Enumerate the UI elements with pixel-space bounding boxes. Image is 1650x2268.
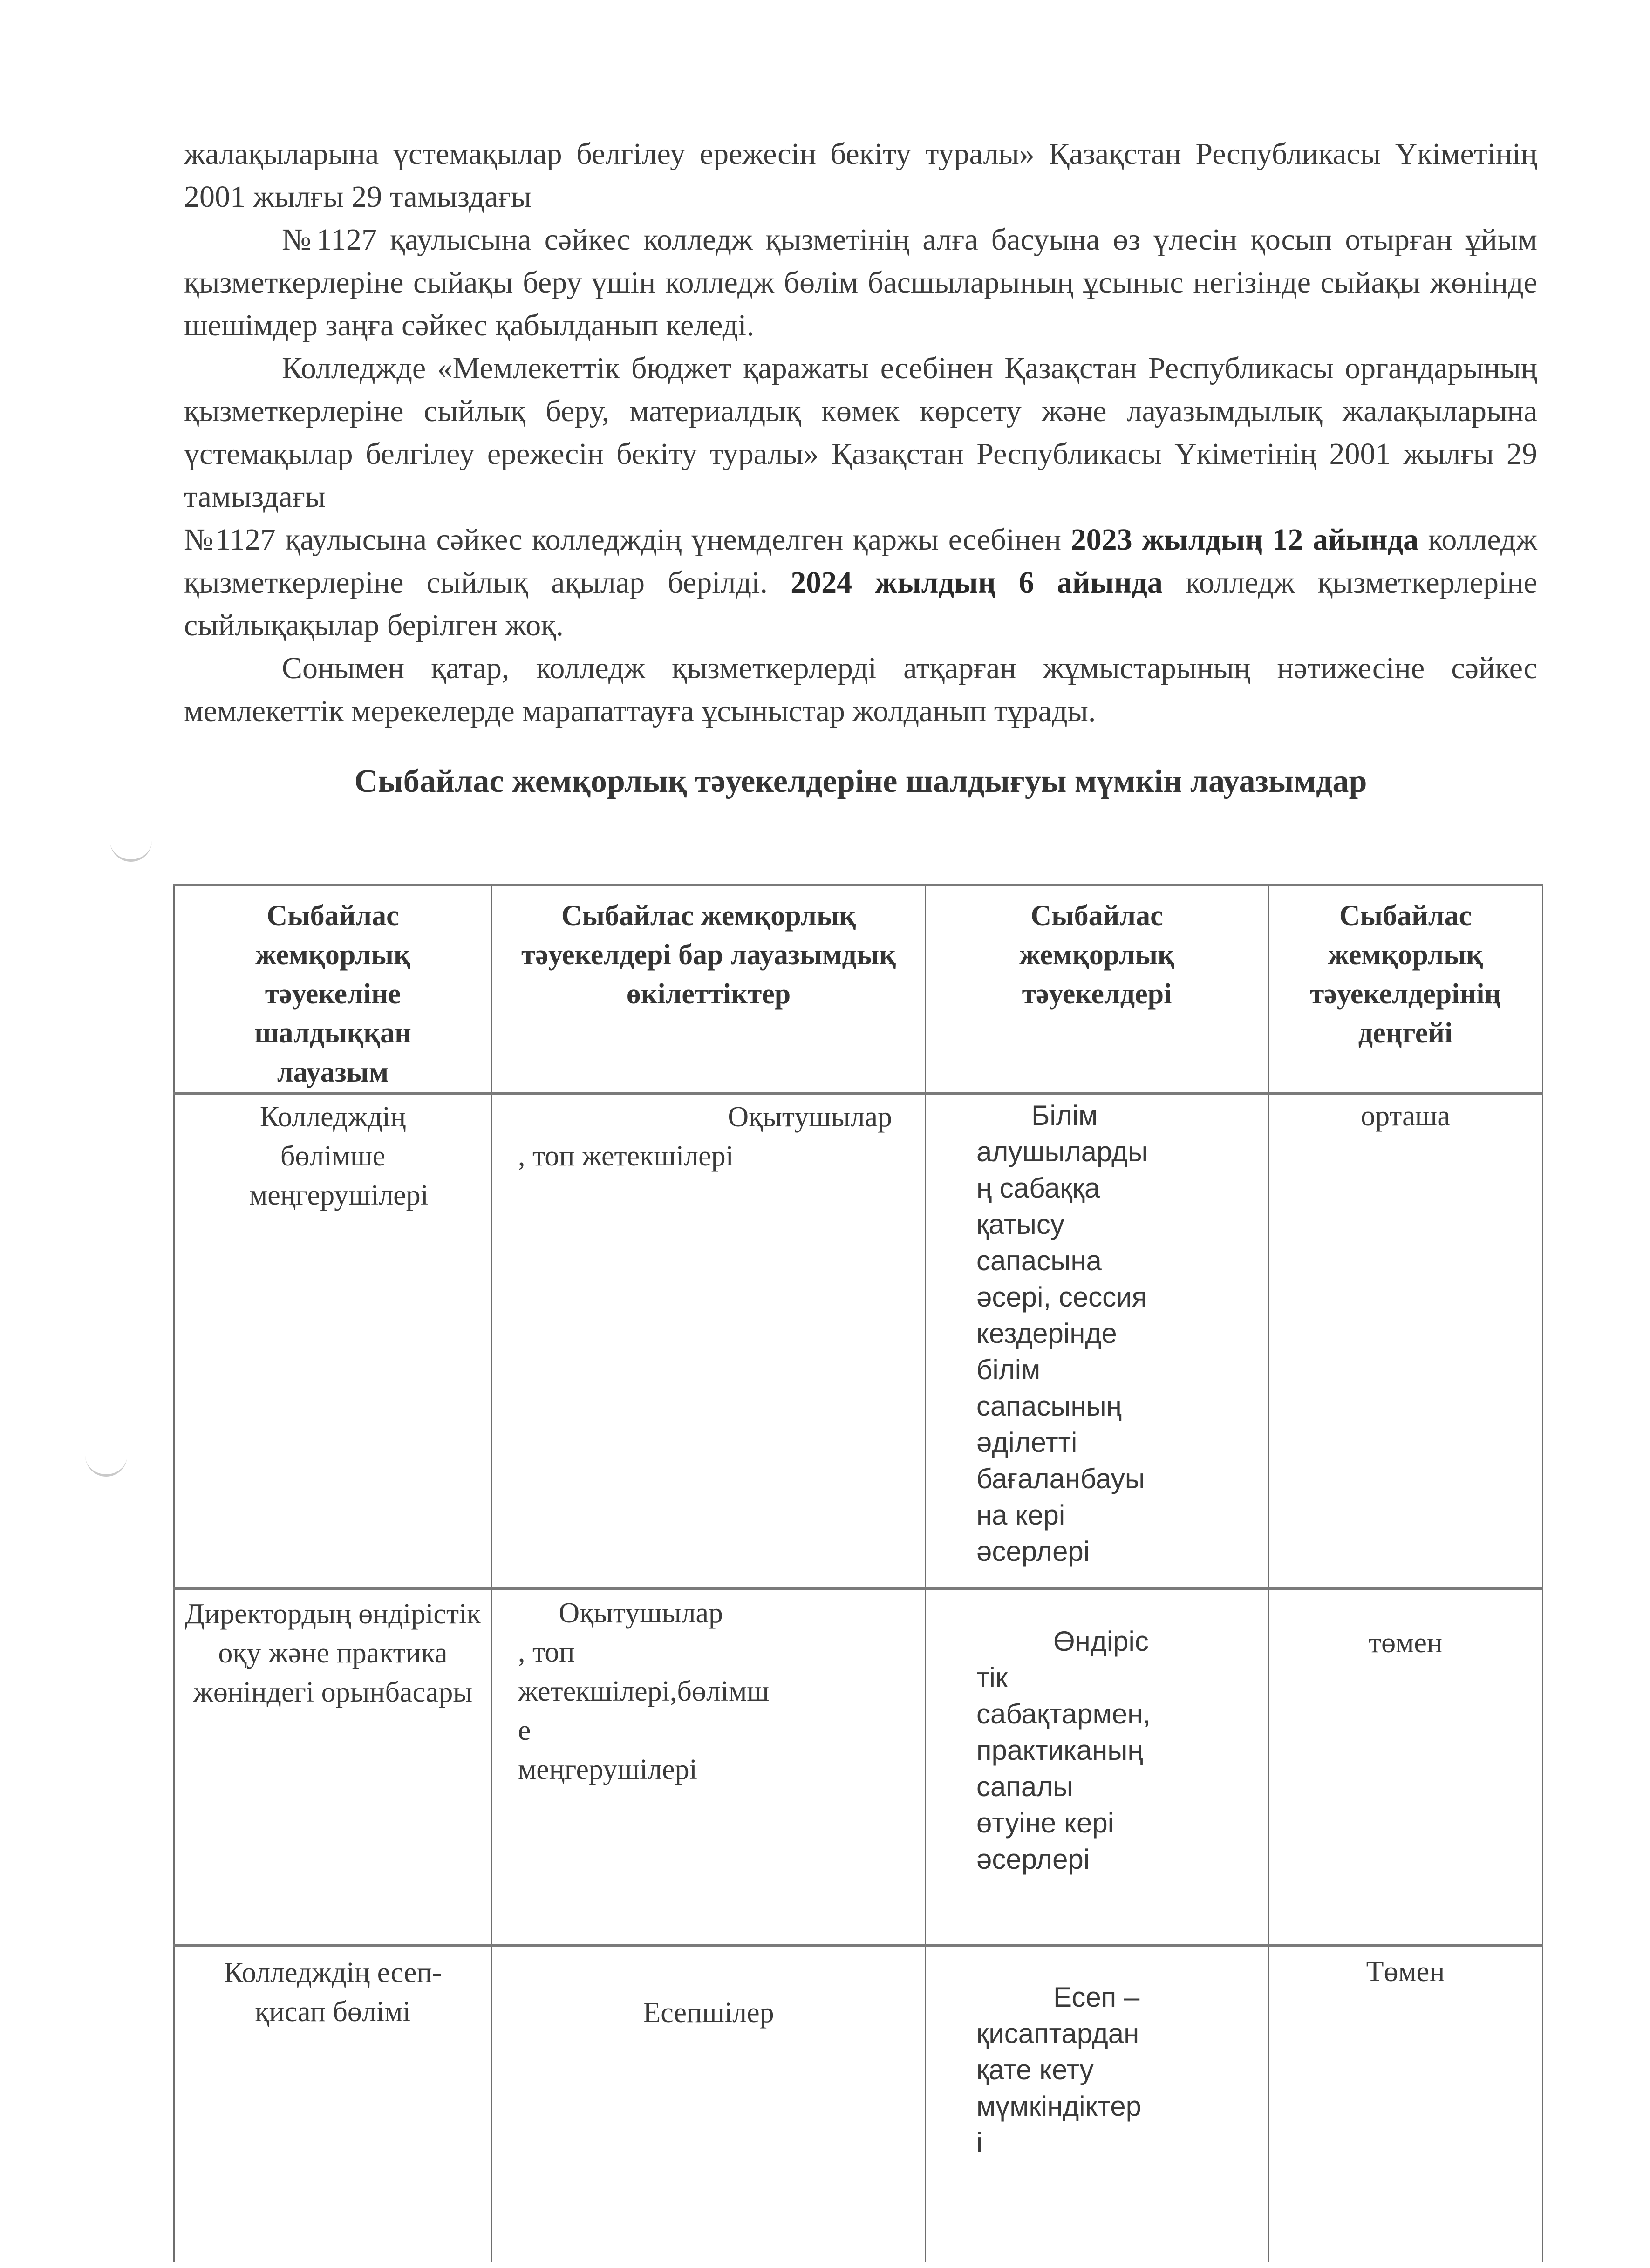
column-header-powers: [492, 885, 926, 1094]
cell-risks: [926, 1588, 1268, 1945]
cell-text: Білім: [1031, 1100, 1098, 1131]
column-header-level: [1268, 885, 1543, 1094]
paragraph-5-text: Сонымен қатар, колледж қызметкерлерді атқарған жұмыстарының нәтижесіне сәйкес мемлекеттік мерекелерде марапаттауға ұсыныстар жолданып тұрады.: [184, 651, 1537, 728]
cell-text: Колледждің бөлімше меңгерушілері: [249, 1101, 429, 1211]
cell-text: тік сабақтармен, практиканың сапалы өтуіне кері әсерлері: [976, 1662, 1151, 1875]
cell-level: [1268, 1588, 1543, 1945]
cell-text-wrap: [492, 1095, 925, 1176]
header-text: Сыбайлас жемқорлық тәуекелдері бар лауазымдық өкілеттіктер: [521, 900, 896, 1010]
cell-text: алушыларды ң сабаққа қатысу сапасына әсері, сессия кездерінде білім сапасының әділетті бағаланбауы на кері әсерлері: [976, 1136, 1148, 1567]
cell-level: [1268, 1093, 1543, 1588]
table-row: [174, 1588, 1543, 1945]
punch-hole-mark: [110, 834, 152, 862]
paragraph-4-text: №1127 қаулысына сәйкес колледждің үнемделген қаржы есебінен: [184, 523, 1071, 557]
body-text: [184, 133, 1537, 733]
cell-text-wrap: [926, 1947, 1191, 2161]
cell-text: , топ жетекшілері: [518, 1140, 734, 1172]
column-header-risks: [926, 885, 1268, 1094]
cell-position: [174, 1588, 492, 1945]
cell-text-wrap: [492, 1947, 925, 2032]
paragraph-2: [184, 218, 1537, 347]
cell-text: Есеп –: [1053, 1982, 1140, 2013]
cell-position: [174, 1945, 492, 2262]
cell-text: Колледждің есеп-қисап бөлімі: [224, 1957, 442, 2028]
column-header-position: [174, 885, 492, 1094]
cell-text: , топ жетекшілері,бөлімш е меңгерушілері: [518, 1636, 770, 1785]
risk-level-value: Төмен: [1366, 1956, 1445, 1988]
paragraph-1: [184, 133, 1537, 218]
paragraph-4-bold-date-2024: 2024 жылдың 6 айында: [791, 565, 1163, 599]
paragraph-4-bold-date-2023: 2023 жылдың 12 айында: [1070, 523, 1418, 557]
header-text: Сыбайлас жемқорлық тәуекелдерінің деңгейі: [1309, 900, 1501, 1049]
cell-powers: [492, 1588, 926, 1945]
paragraph-4: [184, 518, 1537, 647]
risk-level-value: төмен: [1368, 1627, 1443, 1659]
paragraph-1-text: жалақыларына үстемақылар белгілеу ережесін бекіту туралы» Қазақстан Республикасы Үкіметінің 2001 жылғы 29 тамыздағы: [184, 137, 1537, 214]
cell-text: қисаптардан қате кету мүмкіндіктер і: [976, 2018, 1142, 2158]
cell-level: [1268, 1945, 1543, 2262]
header-text: Сыбайлас жемқорлық тәуекелдері: [1019, 900, 1174, 1010]
cell-text: Директордың өндірістік оқу және практика жөніндегі орынбасары: [184, 1598, 481, 1708]
cell-text-wrap: [926, 1095, 1191, 1570]
paragraph-3-text: Колледжде «Мемлекеттік бюджет қаражаты есебінен Қазақстан Республикасы органдарының қызметкерлеріне сыйлық беру, материалдық көмек көрсету және лауазымдылық жалақыларына үстемақылар белгілеу ережесін бекіту туралы» Қазақстан Республикасы Үкіметінің 2001 жылғы 29 тамыздағы: [184, 351, 1537, 514]
cell-position: [174, 1093, 492, 1588]
punch-hole-mark: [85, 1449, 127, 1477]
risk-level-value: орташа: [1361, 1100, 1450, 1132]
cell-text-wrap: [492, 1590, 770, 1789]
paragraph-3: [184, 347, 1537, 518]
cell-text-wrap: [926, 1590, 1191, 1878]
paragraph-4-text: колледж қызметкерлеріне сыйлық ақылар берілді.: [184, 523, 1537, 599]
cell-risks: [926, 1945, 1268, 2262]
cell-text: Оқытушылар: [728, 1101, 892, 1133]
table-header-row: [174, 885, 1543, 1094]
header-text: Сыбайлас жемқорлық тәуекеліне шалдыққан лауазым: [254, 900, 411, 1088]
table-row: [174, 1093, 1543, 1588]
cell-text: Өндіріс: [1053, 1626, 1149, 1657]
corruption-risk-table: [173, 884, 1543, 2262]
cell-text: Есепшілер: [643, 1997, 774, 2029]
cell-powers: [492, 1093, 926, 1588]
paragraph-2-text: №1127 қаулысына сәйкес колледж қызметінің алға басуына өз үлесін қосып отырған ұйым қызметкерлеріне сыйақы беру үшін колледж бөлім басшыларының ұсыныс негізінде сыйақы жөнінде шешімдер заңға сәйкес қабылданып келеді.: [184, 223, 1537, 342]
cell-text: Оқытушылар: [559, 1597, 723, 1629]
paragraph-5: [184, 647, 1537, 733]
paragraph-4-text: колледж қызметкерлеріне сыйлықақылар берілген жоқ.: [184, 565, 1538, 642]
section-title: Сыбайлас жемқорлық тәуекелдеріне шалдығуы мүмкін лауазымдар: [354, 763, 1367, 799]
table-row: [174, 1945, 1543, 2262]
cell-risks: [926, 1093, 1268, 1588]
cell-powers: [492, 1945, 926, 2262]
